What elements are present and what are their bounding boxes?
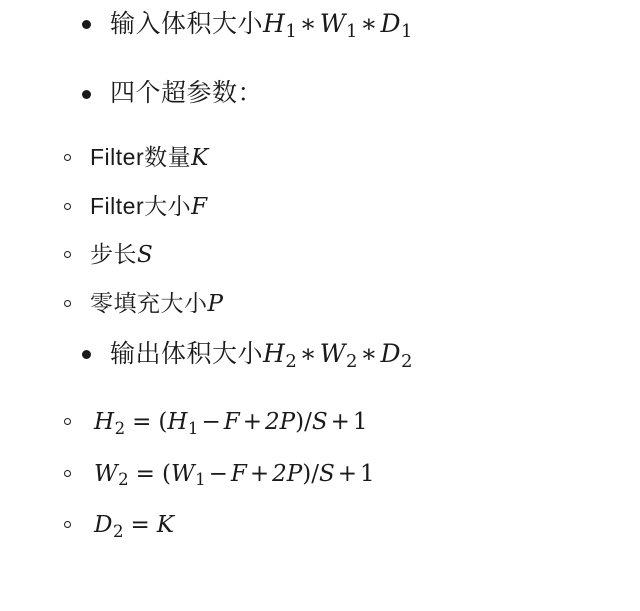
height-formula <box>90 408 368 439</box>
list-item-zero-padding <box>60 289 640 319</box>
h2-2p: 2P <box>264 409 296 436</box>
w2-slash: / <box>311 460 319 487</box>
asterisk-icon-2: ∗ <box>360 9 378 38</box>
asterisk-icon-4: ∗ <box>360 338 378 368</box>
h2-equals: = <box>132 409 152 436</box>
width-formula <box>90 460 375 491</box>
w2-f: F <box>230 460 247 487</box>
filter-size-symbol: F <box>191 193 208 220</box>
h2-plus2: + <box>330 409 350 436</box>
stride-label: 步长 <box>90 241 137 268</box>
list-item-hyperparameters <box>76 78 640 109</box>
d2-rhs: K <box>156 511 174 538</box>
input-volume-label: 输入体积大小 <box>110 10 264 38</box>
d2-lhs: D <box>94 511 113 538</box>
outline-list <box>0 8 640 109</box>
var-d: D <box>380 9 401 38</box>
list-item-height-formula <box>60 407 640 439</box>
list-item-width-formula <box>60 459 640 491</box>
w2-w1: W <box>170 460 195 487</box>
var-d2: D <box>380 338 401 368</box>
w2-lhs: W <box>94 460 118 487</box>
w2-minus: − <box>208 460 228 487</box>
output-volume-formula <box>263 338 413 372</box>
h2-f: F <box>223 409 240 436</box>
h2-h1-sub: 1 <box>187 418 199 438</box>
output-formula-sublist <box>0 407 640 542</box>
sub-1c: 1 <box>400 21 413 43</box>
zero-padding-label: 零填充大小 <box>90 290 208 317</box>
h2-minus: − <box>201 409 221 436</box>
sub-2: 2 <box>285 350 297 372</box>
sub-1b: 1 <box>345 21 358 43</box>
h2-close-paren: ) <box>295 409 305 436</box>
w2-2p: 2P <box>272 460 303 487</box>
w2-equals: = <box>135 460 155 487</box>
var-w: W <box>319 9 346 38</box>
w2-plus: + <box>249 460 270 487</box>
h2-slash: / <box>304 409 312 436</box>
h2-lhs-sub: 2 <box>114 418 126 438</box>
h2-open-paren: ( <box>158 409 168 436</box>
h2-one: 1 <box>352 409 368 436</box>
sub-2b: 2 <box>345 350 358 372</box>
list-item-filter-size <box>60 192 640 222</box>
w2-w1-sub: 1 <box>195 470 206 490</box>
h2-s: S <box>311 409 328 436</box>
asterisk-icon: ∗ <box>299 9 317 38</box>
var-w2: W <box>319 338 346 368</box>
sub-2c: 2 <box>400 350 413 372</box>
d2-equals: = <box>130 511 150 538</box>
h2-lhs: H <box>94 409 115 436</box>
stride-symbol: S <box>137 242 153 269</box>
depth-formula <box>90 511 174 542</box>
list-item-depth-formula <box>60 510 640 542</box>
sub-1: 1 <box>285 21 297 43</box>
w2-close-paren: ) <box>302 460 312 487</box>
list-item-stride <box>60 240 640 270</box>
list-item-filter-count <box>60 143 640 173</box>
var-h: H <box>263 9 285 38</box>
d2-lhs-sub: 2 <box>112 521 124 541</box>
w2-lhs-sub: 2 <box>118 470 129 490</box>
var-h2: H <box>263 338 285 368</box>
asterisk-icon-3: ∗ <box>299 338 317 368</box>
hyperparameters-label: 四个超参数： <box>110 78 264 107</box>
outline-list-continued <box>0 338 640 374</box>
filter-count-symbol: K <box>191 144 209 171</box>
filter-count-label: Filter数量 <box>90 143 192 170</box>
w2-s: S <box>318 460 335 487</box>
w2-open-paren: ( <box>161 460 171 487</box>
list-item-output-volume <box>76 338 640 374</box>
hyperparameter-sublist <box>0 143 640 319</box>
h2-h1: H <box>167 409 188 436</box>
w2-one: 1 <box>360 460 375 487</box>
output-volume-label: 输出体积大小 <box>110 339 264 368</box>
w2-plus2: + <box>337 460 358 487</box>
h2-plus: + <box>242 409 262 436</box>
list-item-input-volume <box>76 8 640 44</box>
input-volume-formula <box>263 9 413 43</box>
zero-padding-symbol: P <box>207 291 223 318</box>
filter-size-label: Filter大小 <box>90 192 192 219</box>
